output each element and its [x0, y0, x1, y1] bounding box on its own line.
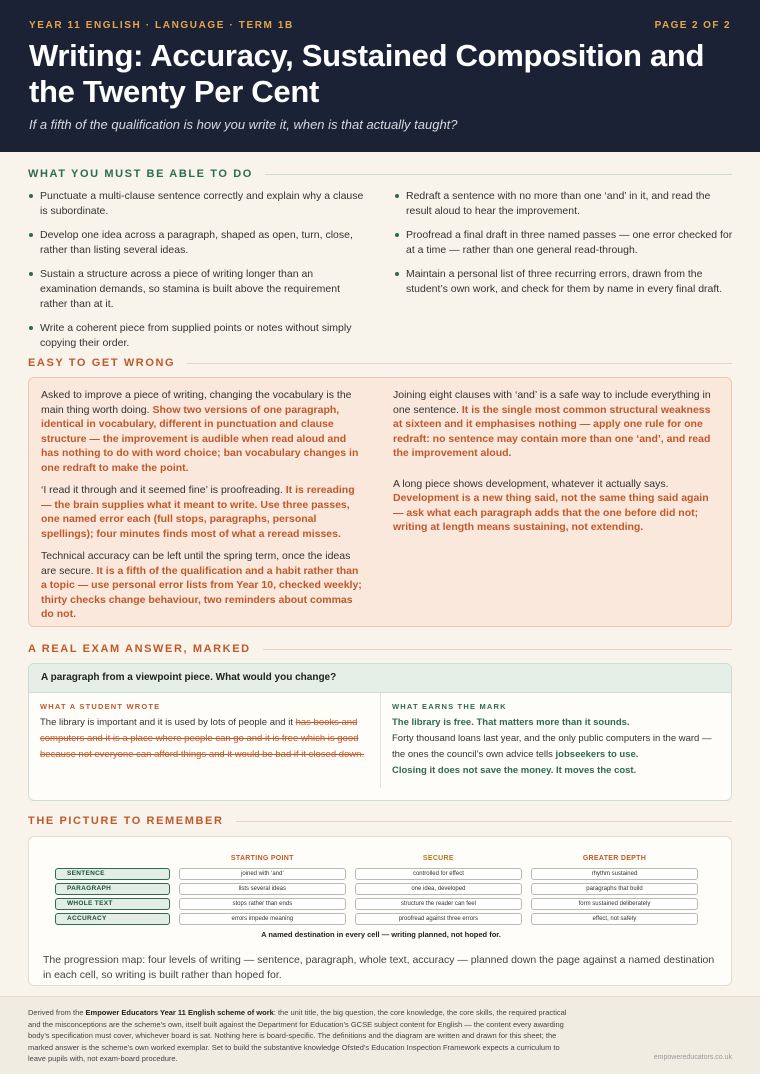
grid-cell: controlled for effect	[355, 868, 522, 880]
model-answer	[380, 693, 731, 788]
page-number: PAGE 2 OF 2	[654, 20, 731, 31]
footer	[0, 996, 760, 1074]
model-text	[392, 715, 720, 779]
grid-header-row	[55, 853, 707, 865]
misconception	[393, 388, 719, 461]
column-heading: STARTING POINT	[230, 855, 294, 862]
misconception-fix: Show two versions of one paragraph, identical in vocabulary, different in punctuation and clause structure — the improvement is audible when read aloud and has nothing to do with word choice; ban vocabulary changes in one redraft to make the point.	[41, 403, 359, 474]
model-line-evidence-end: jobseekers to use.	[555, 749, 639, 760]
outcome-item: Develop one idea across a paragraph, shaped as open, turn, close, rather than listing several ideas.	[28, 228, 368, 258]
grid-cell: effect, not safety	[531, 913, 698, 925]
outcomes-list	[28, 189, 734, 360]
misconceptions-box	[28, 377, 732, 627]
exam-question: A paragraph from a viewpoint piece. What would you change?	[29, 664, 731, 693]
misconception	[41, 483, 367, 541]
picture-heading-text: THE PICTURE TO REMEMBER	[28, 815, 224, 827]
misconception-text: ‘I read it through and it seemed fine’ is proofreading.	[41, 484, 283, 496]
student-answer	[29, 693, 380, 788]
model-line-evidence: Forty thousand loans last year, and the only public computers in the ward — the ones the council’s own advice tells	[392, 733, 712, 760]
misconception-text: A long piece shows development, whatever it actually says.	[393, 477, 669, 490]
outcome-item: Maintain a personal list of three recurring errors, drawn from the student’s own work, and check for them by name in every final draft.	[394, 267, 734, 297]
misconceptions-heading-text: EASY TO GET WRONG	[28, 357, 176, 369]
misconception-fix: It is the single most common structural weakness at sixteen and it emphasises nothing — apply one rule for one redraft: no sentence may contain more than one ‘and’, and read the improvement aloud.	[393, 403, 711, 459]
outcomes-heading-text: WHAT YOU MUST BE ABLE TO DO	[28, 168, 253, 180]
grid-cell: structure the reader can feel	[355, 898, 522, 910]
exam-heading	[28, 643, 732, 655]
divider	[265, 174, 732, 175]
misconception-text: Technical accuracy can be left until the spring term, once the ideas are secure.	[41, 550, 351, 577]
misconception	[393, 477, 719, 535]
divider	[236, 821, 733, 822]
picture-heading	[28, 815, 732, 827]
outcome-item: Write a coherent piece from supplied points or notes without simply copying their order.	[28, 321, 368, 351]
misconception-fix: It is a fifth of the qualification and a habit rather than a topic — use personal error lists from Year 10, checked weekly; thirty checks change behaviour, two reminders about commas do not.	[41, 564, 362, 620]
course-kicker: YEAR 11 ENGLISH · LANGUAGE · TERM 1B	[29, 20, 294, 31]
grid-row	[55, 883, 707, 895]
model-line-opening: The library is free. That matters more than it sounds.	[392, 717, 630, 728]
source-name: Empower Educators Year 11 English scheme of work	[85, 1008, 274, 1017]
misconception	[41, 549, 367, 622]
misconception-text: Asked to improve a piece of writing, changing the vocabulary is the main thing worth doing.	[41, 389, 352, 416]
column-heading: GREATER DEPTH	[582, 855, 647, 862]
misconceptions-left-column	[41, 388, 367, 620]
grid-corner	[55, 853, 170, 865]
header-banner	[0, 0, 760, 152]
grid-cell: stops rather than ends	[179, 898, 346, 910]
divider	[187, 363, 732, 364]
source-prefix: Derived from the	[28, 1008, 86, 1017]
big-question: If a fifth of the qualification is how you write it, when is that actually taught?	[29, 117, 458, 132]
diagram-caption: A named destination in every cell — writing planned, not hoped for.	[261, 930, 501, 939]
grid-cell: paragraphs that build	[531, 883, 698, 895]
grid-cell: form sustained deliberately	[531, 898, 698, 910]
site-url: empowereducators.co.uk	[653, 1054, 732, 1061]
outcome-item: Sustain a structure across a piece of writing longer than an examination demands, so stamina is built above the requirement rather than at it.	[28, 267, 368, 312]
misconception-fix: Development is a new thing said, not the same thing said again — ask what each paragraph adds that the one before did not; writing at length means sustaining, not extending.	[393, 492, 709, 533]
grid-cell: errors impede meaning	[179, 913, 346, 925]
model-line-close: Closing it does not save the money. It moves the cost.	[392, 765, 637, 776]
misconceptions-heading	[28, 357, 732, 369]
row-label: PARAGRAPH	[55, 883, 170, 895]
student-text	[40, 715, 369, 763]
source-note	[28, 1007, 578, 1065]
misconceptions-right-column	[393, 388, 719, 616]
exam-heading-text: A REAL EXAM ANSWER, MARKED	[28, 643, 251, 655]
grid-cell: rhythm sustained	[531, 868, 698, 880]
grid-row	[55, 868, 707, 880]
outcome-item: Redraft a sentence with no more than one ‘and’ in it, and read the result aloud to hear the improvement.	[394, 189, 734, 219]
misconception-fix: It is rereading — the brain supplies what it meant to write. Use three passes, one named error each (full stops, paragraphs, personal spellings); four minutes finds most of what a reread misses.	[41, 484, 355, 540]
grid-row	[55, 898, 707, 910]
source-body: : the unit title, the big question, the core knowledge, the core skills, the required practical and the misconceptions are the scheme’s own, itself built against the Department for Education’s GCSE subject content for English — the content every awarding body’s specification must cover, whichever board is sat. Nothing here is board-specific. The definitions and the diagram are written and drawn for this sheet; the marked answer is the scheme’s own worked exemplar. Set to build the substantive knowledge Ofsted’s Education Inspection Framework expects a curriculum to leave pupils with, not exam-board procedure.	[28, 1008, 567, 1063]
grid-cell: one idea, developed	[355, 883, 522, 895]
outcome-item: Punctuate a multi-clause sentence correctly and explain why a clause is subordinate.	[28, 189, 368, 219]
divider	[263, 649, 732, 650]
grid-cell: proofread against three errors	[355, 913, 522, 925]
grid-row	[55, 913, 707, 925]
outcomes-heading	[28, 168, 732, 180]
grid-cell: lists several ideas	[179, 883, 346, 895]
progression-grid	[55, 853, 707, 928]
model-label: WHAT EARNS THE MARK	[392, 702, 507, 711]
exam-answer-box	[28, 663, 732, 801]
student-text-kept: The library is important and it is used by lots of people and it	[40, 717, 293, 728]
outcome-item: Proofread a final draft in three named passes — one error checked for at a time — rather than one general read-through.	[394, 228, 734, 258]
exam-columns	[29, 693, 731, 788]
row-label: WHOLE TEXT	[55, 898, 170, 910]
misconception-text: Joining eight clauses with ‘and’ is a safe way to include everything in one sentence.	[393, 389, 711, 416]
grid-cell: joined with ‘and’	[179, 868, 346, 880]
student-text-struck: has books and computers and it is a place where people can go and it is free which is good because not everyone can afford things and it would be bad if it closed down.	[40, 717, 365, 760]
row-label: ACCURACY	[55, 913, 170, 925]
page-title: Writing: Accuracy, Sustained Composition and the Twenty Per Cent	[29, 38, 705, 109]
student-label: WHAT A STUDENT WROTE	[40, 702, 161, 711]
column-heading: SECURE	[422, 855, 454, 862]
diagram-description: The progression map: four levels of writing — sentence, paragraph, whole text, accuracy — planned down the page against a named destination in each cell, so writing is built rather than hoped for.	[43, 954, 715, 981]
outcomes-left-column	[28, 189, 368, 360]
misconception	[41, 388, 367, 475]
outcomes-right-column	[394, 189, 734, 360]
progression-map	[28, 836, 732, 986]
row-label: SENTENCE	[55, 868, 170, 880]
